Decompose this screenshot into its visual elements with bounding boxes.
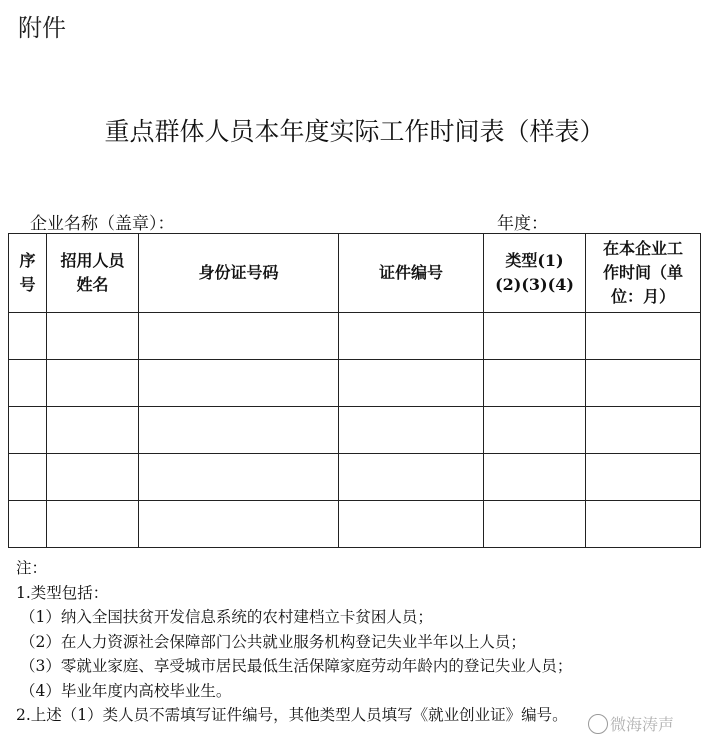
col-header-text: 类型(1) (2)(3)(4) bbox=[495, 251, 574, 294]
table-cell bbox=[9, 360, 47, 407]
table-cell bbox=[47, 407, 139, 454]
company-name-label: 企业名称（盖章）： bbox=[30, 214, 175, 234]
table-cell bbox=[586, 407, 701, 454]
table-cell bbox=[484, 407, 586, 454]
table-cell bbox=[47, 501, 139, 548]
table-cell bbox=[139, 360, 339, 407]
table-cell bbox=[9, 501, 47, 548]
col-header-text: 招用人员 姓名 bbox=[60, 251, 125, 294]
note-item: 1.类型包括： bbox=[16, 583, 109, 602]
table-cell bbox=[9, 454, 47, 501]
table-cell bbox=[47, 313, 139, 360]
col-header-text: 序 号 bbox=[19, 251, 36, 294]
table-cell bbox=[586, 360, 701, 407]
table-cell bbox=[47, 454, 139, 501]
table-cell bbox=[9, 407, 47, 454]
attachment-label: 附件 bbox=[18, 14, 66, 42]
table-cell bbox=[586, 501, 701, 548]
table-cell bbox=[339, 454, 484, 501]
table-cell bbox=[484, 360, 586, 407]
watermark bbox=[588, 711, 700, 737]
table-cell bbox=[484, 313, 586, 360]
col-header-text: 身份证号码 bbox=[198, 263, 279, 282]
note-item: （4）毕业年度内高校毕业生。 bbox=[20, 681, 232, 700]
table-cell bbox=[339, 501, 484, 548]
table-row bbox=[9, 313, 701, 360]
table-row bbox=[9, 407, 701, 454]
table-cell bbox=[339, 360, 484, 407]
col-header-work-months bbox=[586, 234, 701, 313]
table-cell bbox=[484, 501, 586, 548]
table-header-row bbox=[9, 234, 701, 313]
col-header-id-number bbox=[139, 234, 339, 313]
table-row bbox=[9, 454, 701, 501]
work-time-table bbox=[8, 233, 701, 548]
table-cell bbox=[9, 313, 47, 360]
note-item: （3）零就业家庭、享受城市居民最低生活保障家庭劳动年龄内的登记失业人员； bbox=[20, 657, 573, 675]
notes-section bbox=[16, 556, 572, 728]
table-cell bbox=[484, 454, 586, 501]
table-row bbox=[9, 360, 701, 407]
year-label: 年度： bbox=[497, 214, 548, 234]
note-item: （2）在人力资源社会保障部门公共就业服务机构登记失业半年以上人员； bbox=[20, 632, 526, 651]
col-header-certificate-number bbox=[339, 234, 484, 313]
notes-label: 注： bbox=[16, 559, 48, 577]
col-header-type bbox=[484, 234, 586, 313]
table-cell bbox=[139, 407, 339, 454]
note-item: （1）纳入全国扶贫开发信息系统的农村建档立卡贫困人员； bbox=[20, 608, 433, 626]
col-header-text: 证件编号 bbox=[378, 263, 443, 282]
table-cell bbox=[139, 501, 339, 548]
note-item: 2.上述（1）类人员不需填写证件编号，其他类型人员填写《就业创业证》编号。 bbox=[16, 706, 568, 724]
table-cell bbox=[139, 313, 339, 360]
watermark-text: 微海涛声 bbox=[610, 715, 675, 734]
col-header-name bbox=[47, 234, 139, 313]
col-header-text: 在本企业工 作时间（单 位：月） bbox=[602, 239, 683, 306]
table-row bbox=[9, 501, 701, 548]
table-cell bbox=[339, 407, 484, 454]
page-title: 重点群体人员本年度实际工作时间表（样表） bbox=[104, 117, 605, 146]
wechat-icon bbox=[588, 714, 608, 734]
table-cell bbox=[586, 313, 701, 360]
table-body bbox=[9, 313, 701, 548]
table-cell bbox=[139, 454, 339, 501]
col-header-serial bbox=[9, 234, 47, 313]
table-cell bbox=[586, 454, 701, 501]
table-cell bbox=[47, 360, 139, 407]
table-cell bbox=[339, 313, 484, 360]
